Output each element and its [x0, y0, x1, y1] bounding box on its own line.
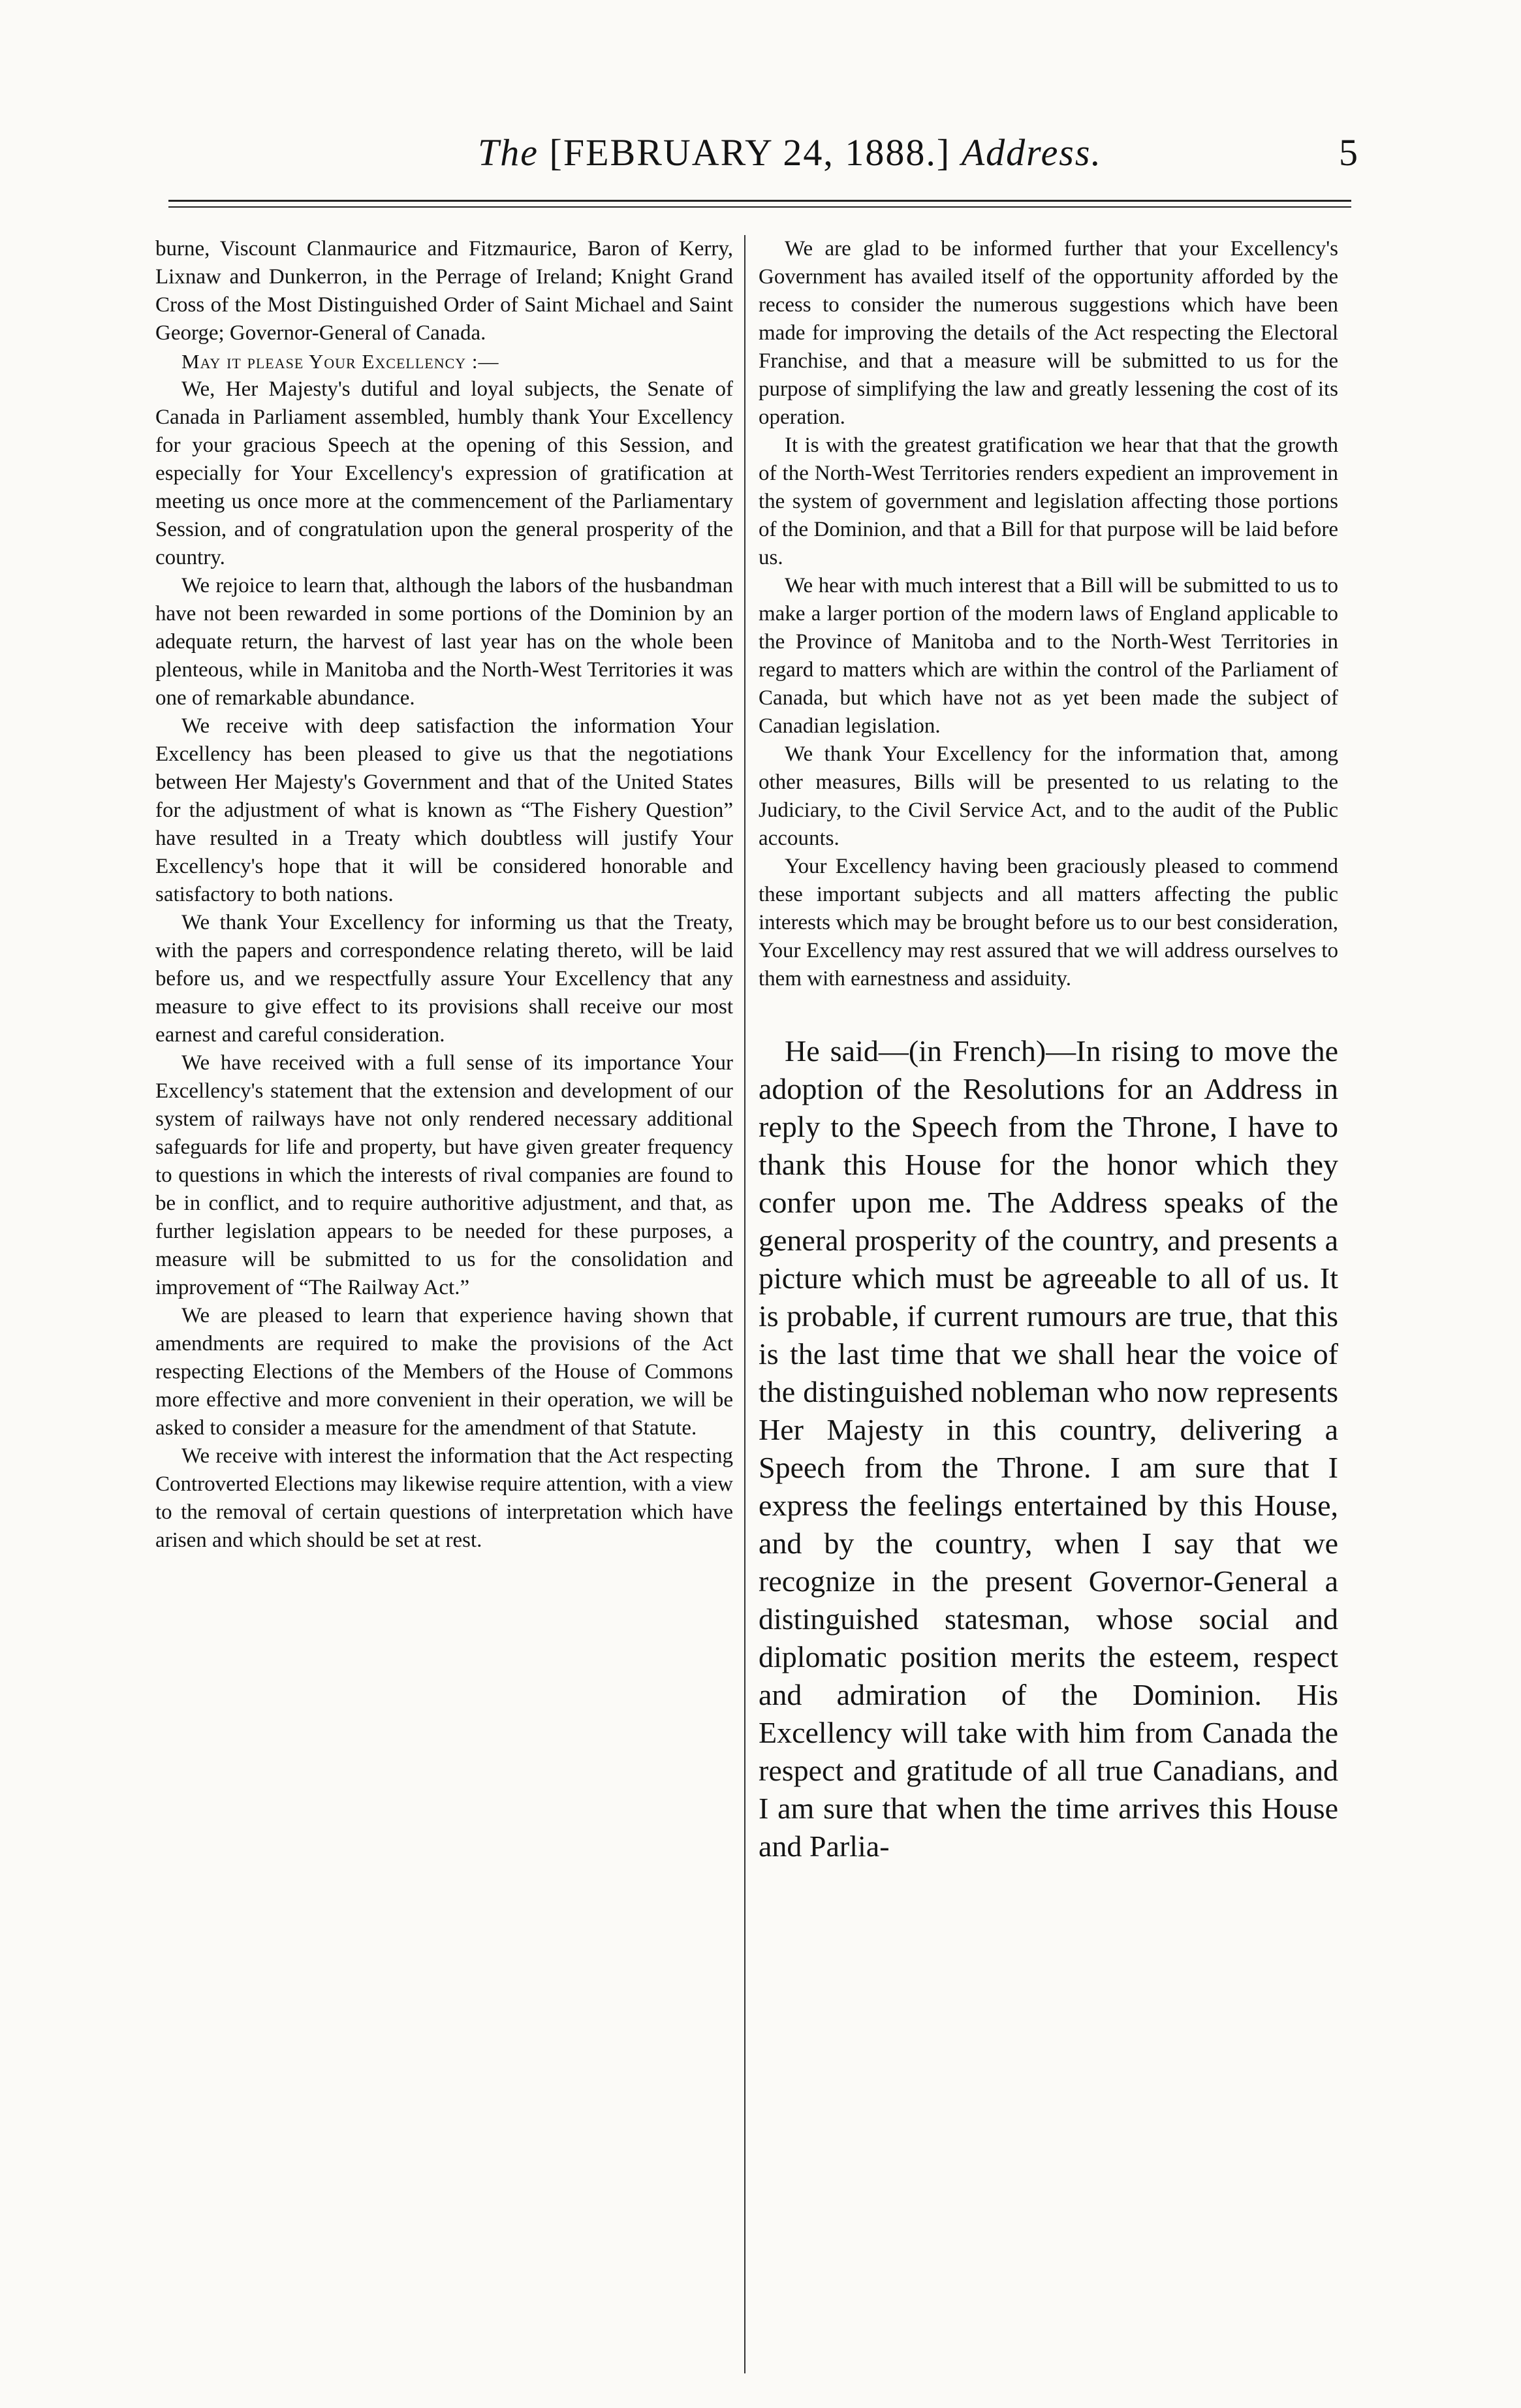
paragraph: We are glad to be informed further that your Excellency's Government has availed itself of the opportunity afforded by the recess to consider the numerous suggestions which have been made for improving the details of the Act respecting the Electoral Franchise, and that a measure will be submitted to us for the purpose of simplifying the law and greatly lessening the cost of its operation.: [759, 237, 1338, 429]
paragraph: It is with the greatest gratification we hear that that the growth of the North-West Territories renders expedient an improvement in the system of government and legislation affecting those portions of the Dominion, and that a Bill for that purpose will be laid before us.: [759, 434, 1338, 569]
right-column: [759, 235, 1338, 1865]
paragraph: We thank Your Excellency for informing us that the Treaty, with the papers and correspondence relating thereto, will be laid before us, and we respectfully assure Your Excellency that any measure to give effect to its provisions shall receive our most earnest and careful consideration.: [155, 911, 733, 1047]
paragraph: We, Her Majesty's dutiful and loyal subjects, the Senate of Canada in Parliament assembled, humbly thank Your Excellency for your gracious Speech at the opening of this Session, and especially for Your Excellency's expression of gratification at meeting us once more at the commencement of the Parliamentary Session, and of congratulation upon the general prosperity of the country.: [155, 377, 733, 569]
page-header: [150, 131, 1358, 183]
running-head-italic: The: [478, 131, 539, 174]
paragraph: We receive with deep satisfaction the information Your Excellency has been pleased to give us that the negotiations between Her Majesty's Government and that of the United States for the adjustment of what is known as “The Fishery Question” have resulted in a Treaty which doubtless will justify Your Excellency's hope that it will be considered honorable and satisfactory to both nations.: [155, 714, 733, 906]
paragraph: We are pleased to learn that experience having shown that amendments are required to make the provisions of the Act respecting Elections of the Members of the House of Commons more effective and more convenient in their operation, we will be asked to consider a measure for the amendment of that Statute.: [155, 1304, 733, 1440]
header-rule-top: [168, 200, 1351, 202]
paragraph: We receive with interest the information that the Act respecting Controverted Elections may likewise require attention, with a view to the removal of certain questions of interpretation which have arisen and which should be set at rest.: [155, 1444, 733, 1552]
speech-section: [759, 1032, 1338, 1865]
paragraph: Your Excellency having been graciously pleased to commend these important subjects and all matters affecting the public interests which may be brought before us to our best consideration, Your Excellency may rest assured that we will address ourselves to them with earnestness and assiduity.: [759, 855, 1338, 990]
paragraph: We thank Your Excellency for the information that, among other measures, Bills will be presented to us relating to the Judiciary, to the Civil Service Act, and to the audit of the Public accounts.: [759, 742, 1338, 850]
salutation: May it please Your Excellency :—: [181, 350, 499, 373]
header-rule-bottom: [168, 206, 1351, 208]
running-head: [431, 131, 1149, 174]
column-divider: [744, 235, 745, 2373]
paragraph: We rejoice to learn that, although the labors of the husbandman have not been rewarded in some portions of the Dominion by an adequate return, the harvest of last year has on the whole been plenteous, while in Manitoba and the North-West Territories it was one of remarkable abundance.: [155, 574, 733, 710]
paragraph: We hear with much interest that a Bill will be submitted to us to make a larger portion of the modern laws of England applicable to the Province of Manitoba and to the North-West Territories in regard to matters which are within the control of the Parliament of Canada, but which have not as yet been made the subject of Canadian legislation.: [759, 574, 1338, 738]
running-head-date: [FEBRUARY 24, 1888.]: [549, 131, 951, 174]
running-head-section: Address.: [961, 131, 1102, 174]
paragraph: We have received with a full sense of its importance Your Excellency's statement that the extension and development of our system of railways have not only rendered necessary additional safeguards for life and property, but have given greater frequency to questions in which the interests of rival companies are found to be in conflict, and to require authoritive adjustment, and that, as further legislation appears to be needed for these purposes, a measure will be submitted to us for the consolidation and improvement of “The Railway Act.”: [155, 1051, 733, 1299]
address-opening: burne, Viscount Clanmaurice and Fitzmaurice, Baron of Kerry, Lixnaw and Dunkerron, in the Perrage of Ireland; Knight Grand Cross of the Most Distinguished Order of Saint Michael and Saint George; Governor-General of Canada.: [155, 237, 733, 345]
left-column: [155, 235, 733, 1555]
page-number: 5: [1339, 131, 1358, 174]
speech-paragraph: He said—(in French)—In rising to move the adoption of the Resolutions for an Address in reply to the Speech from the Throne, I have to thank this House for the honor which they confer upon me. The Address speaks of the general prosperity of the country, and presents a picture which must be agreeable to all of us. It is probable, if current rumours are true, that this is the last time that we shall hear the voice of the distinguished nobleman who now represents Her Majesty in this country, delivering a Speech from the Throne. I am sure that I express the feelings entertained by this House, and by the country, when I say that we recognize in the present Governor-General a distinguished statesman, whose social and diplomatic position merits the esteem, respect and admiration of the Dominion. His Excellency will take with him from Canada the respect and gratitude of all true Canadians, and I am sure that when the time arrives this House and Parlia-: [759, 1034, 1338, 1863]
